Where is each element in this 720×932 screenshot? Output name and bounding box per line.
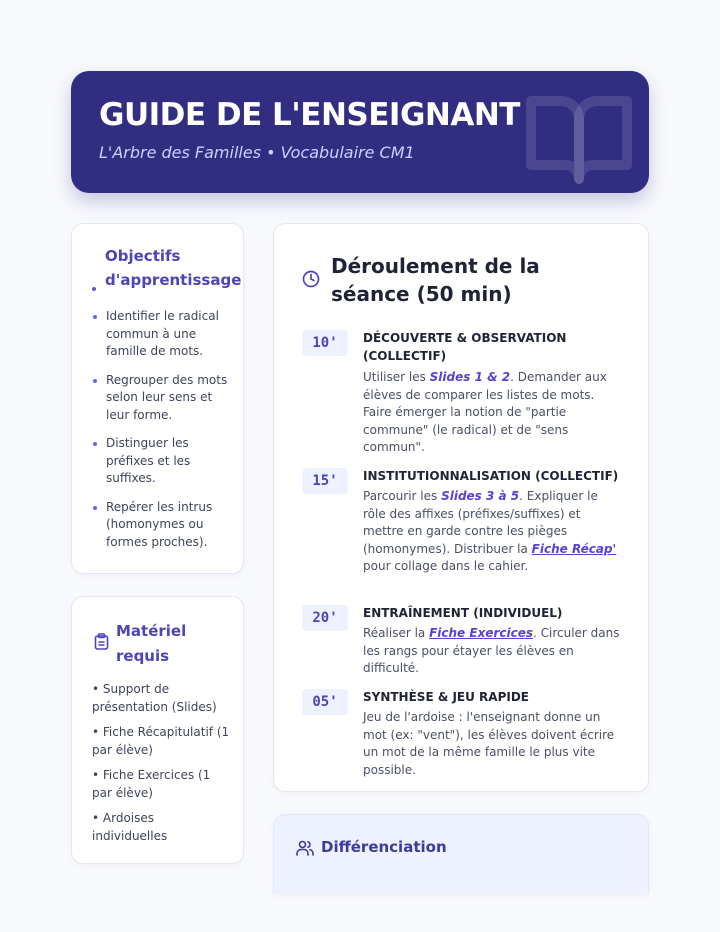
- time-badge: 05': [302, 689, 348, 715]
- time-badge: 10': [302, 330, 348, 356]
- step-heading: SYNTHÈSE & JEU RAPIDE: [363, 690, 529, 704]
- bullet-icon: [92, 287, 96, 291]
- materials-card: [71, 596, 244, 864]
- time-badge: 20': [302, 605, 348, 631]
- clock-icon: [302, 270, 320, 288]
- header-banner: [71, 71, 649, 193]
- materials-title: Matériel requis: [116, 622, 187, 665]
- step-heading: DÉCOUVERTE & OBSERVATION (COLLECTIF): [363, 331, 567, 363]
- list-item: • Ardoises individuelles: [92, 811, 168, 843]
- list-item: Repérer les intrus (homonymes ou formes proches).: [92, 499, 232, 552]
- slides-reference: Slides 3 à 5: [441, 489, 520, 503]
- list-item: Identifier le radical commun à une famille de mots.: [92, 308, 232, 361]
- step-heading: INSTITUTIONNALISATION (COLLECTIF): [363, 469, 619, 483]
- book-icon: [523, 89, 635, 189]
- users-icon: [296, 840, 314, 856]
- page-title: GUIDE DE L'ENSEIGNANT: [99, 97, 520, 133]
- slides-reference: Slides 1 & 2: [429, 370, 511, 384]
- objectives-title: Objectifs d'apprentissage: [105, 247, 242, 289]
- objectives-list: [92, 308, 232, 562]
- step-text: Parcourir les Slides 3 à 5. Expliquer le rôle des affixes (préfixes/suffixes) et mettre en garde contre les pièges (homonymes). Distribuer la Fiche Récap' pour collage dans le cahier.: [363, 489, 617, 573]
- differentiation-card: [273, 814, 649, 894]
- objectives-card: [71, 223, 244, 574]
- clipboard-icon: [94, 633, 109, 650]
- step-text: Jeu de l'ardoise : l'enseignant donne un mot (ex: "vent"), les élèves doivent écrire un mot de la même famille le plus vite possible.: [363, 710, 615, 777]
- fiche-recap-link[interactable]: Fiche Récap': [531, 541, 617, 556]
- list-item: Regrouper des mots selon leur sens et leur forme.: [92, 372, 232, 425]
- session-title: Déroulement de la séance (50 min): [331, 254, 540, 306]
- list-item: Distinguer les préfixes et les suffixes.: [92, 435, 232, 488]
- step-text: Réaliser la Fiche Exercices. Circuler dans les rangs pour étayer les élèves en difficulté.: [363, 626, 620, 675]
- fiche-exercices-link[interactable]: Fiche Exercices: [429, 626, 533, 640]
- list-item: • Fiche Exercices (1 par élève): [92, 768, 211, 800]
- step-text: Utiliser les Slides 1 & 2. Demander aux élèves de comparer les listes de mots. Faire émerger la notion de "partie commune" (le radical) et de "sens commun".: [363, 370, 607, 454]
- time-badge: 15': [302, 468, 348, 494]
- materials-list: [92, 681, 232, 853]
- page-subtitle: L'Arbre des Familles • Vocabulaire CM1: [99, 143, 415, 162]
- list-item: • Fiche Récapitulatif (1 par élève): [92, 725, 230, 757]
- differentiation-title: Différenciation: [321, 838, 447, 856]
- list-item: • Support de présentation (Slides): [92, 682, 217, 714]
- step-heading: ENTRAÎNEMENT (INDIVIDUEL): [363, 606, 563, 620]
- session-card: [273, 223, 649, 792]
